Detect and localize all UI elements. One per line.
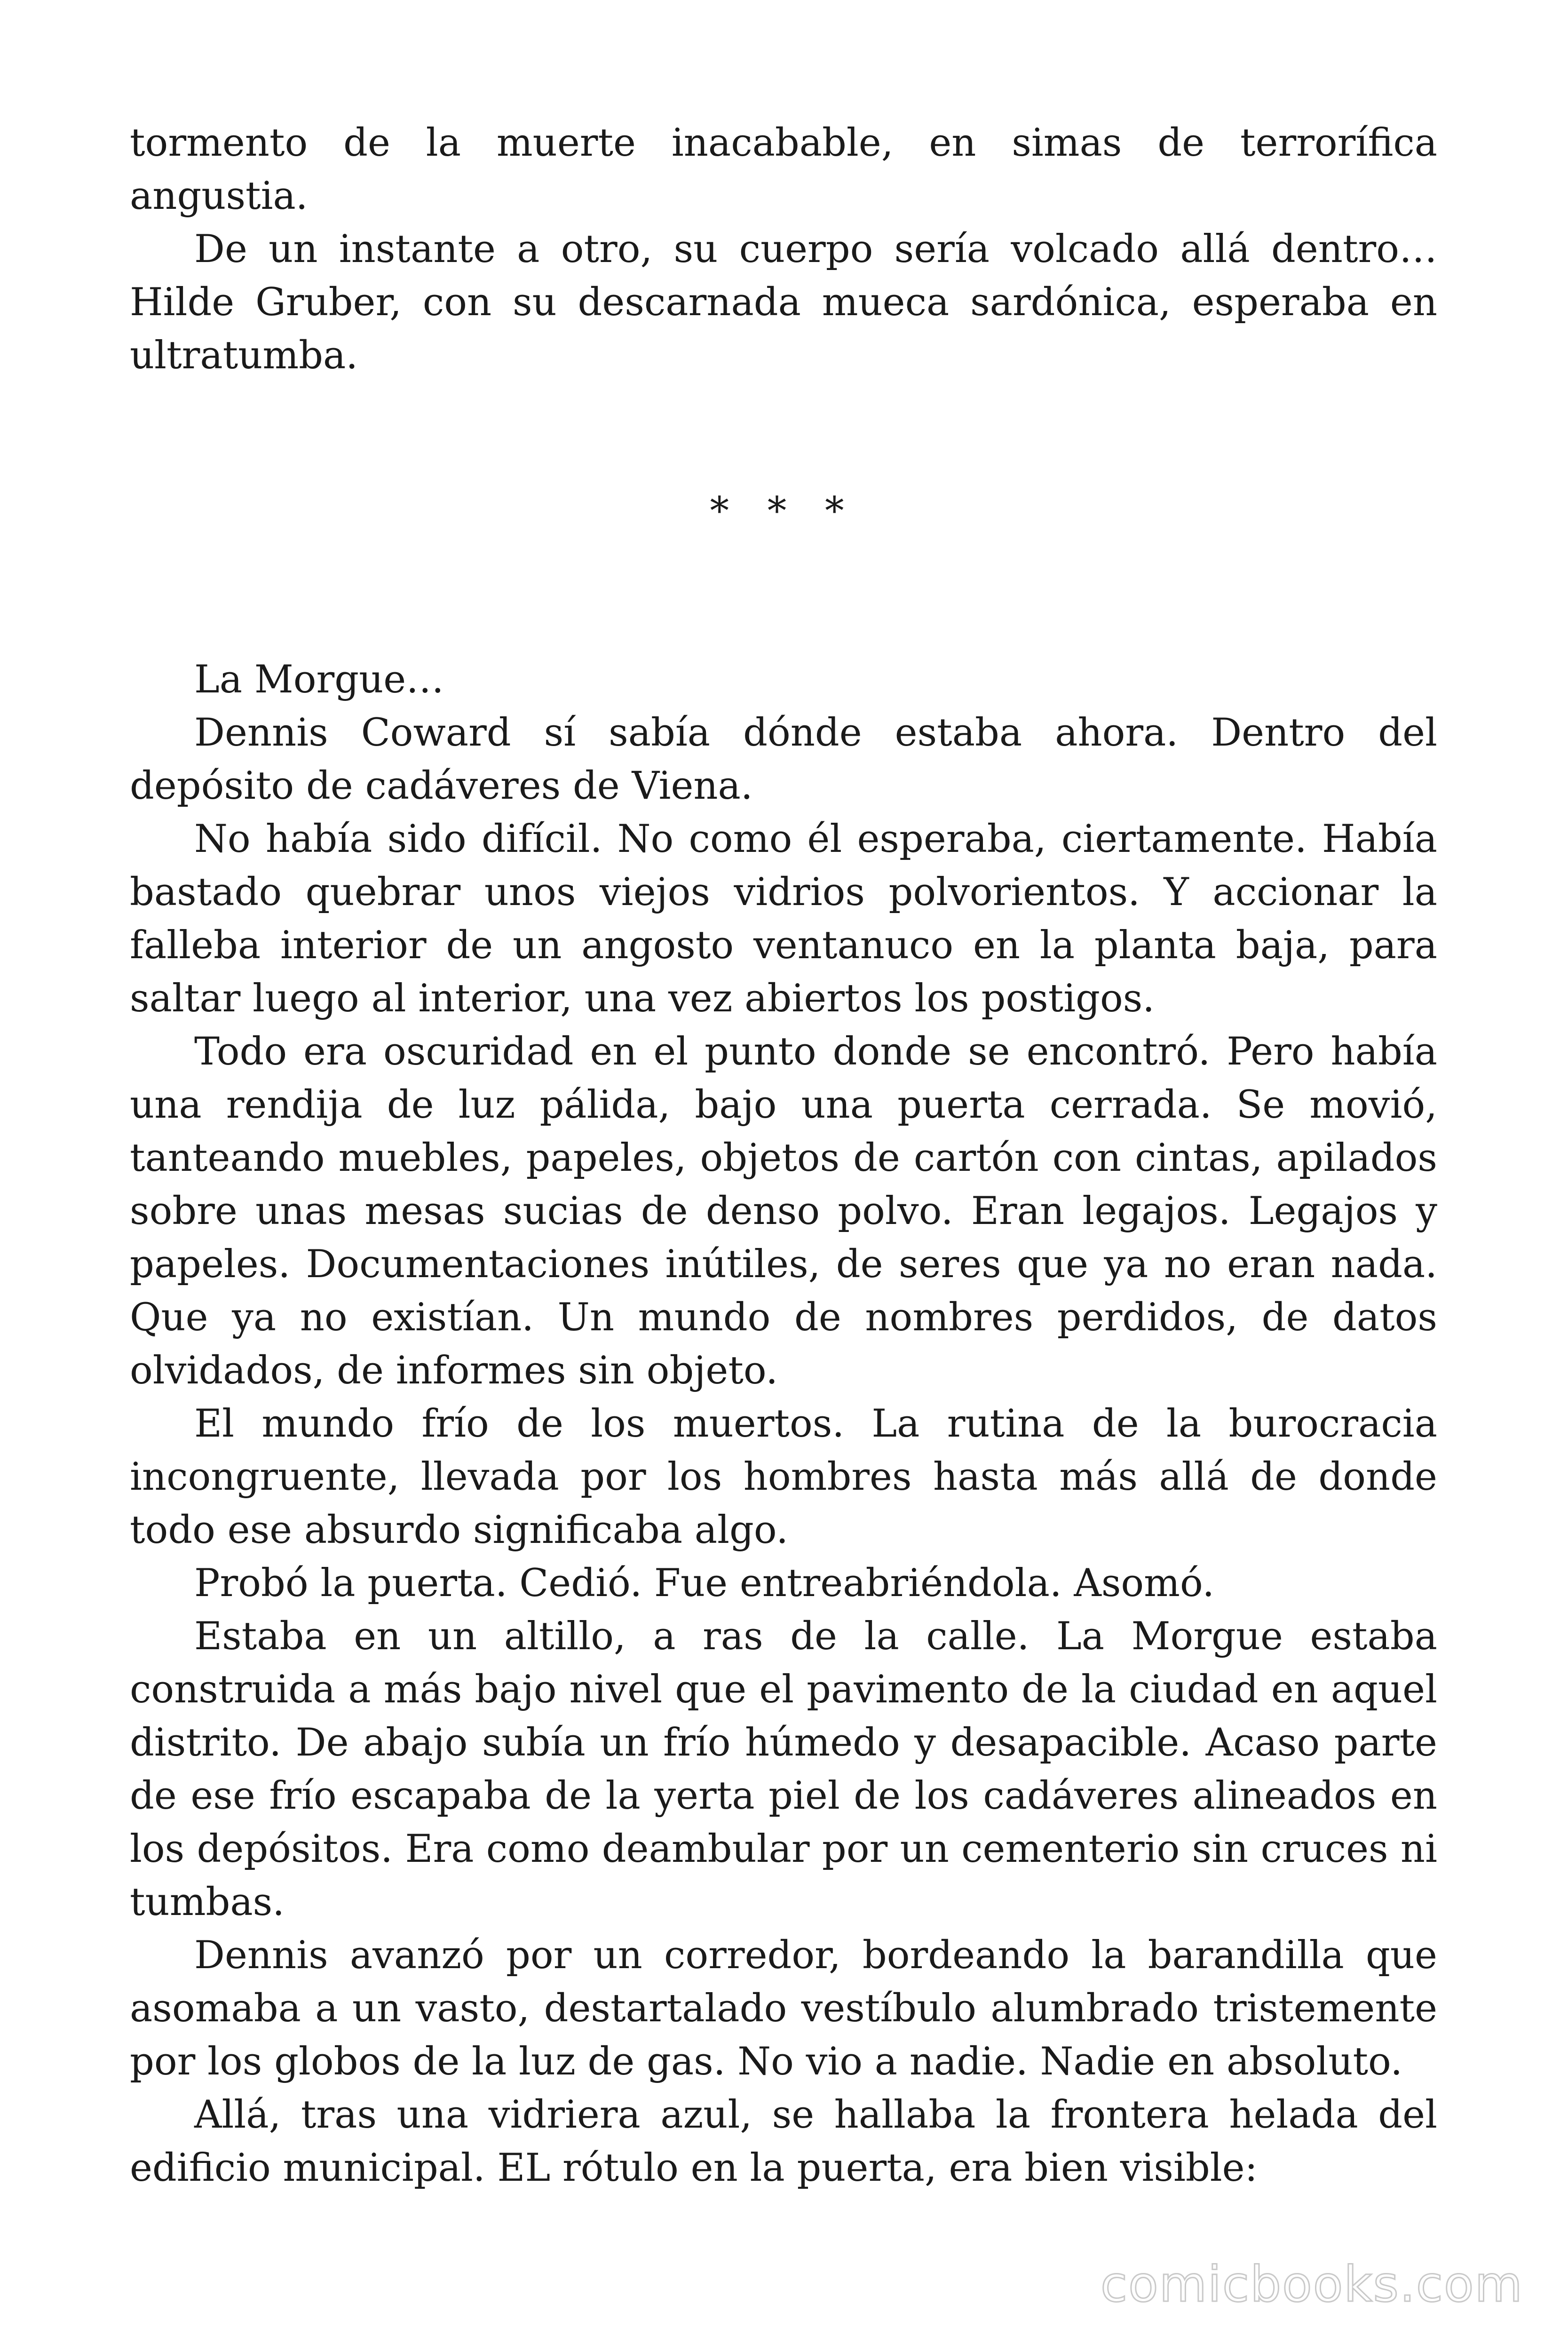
paragraph: Todo era oscuridad en el punto donde se encontró. Pero había una rendija de luz pálida, bajo una puerta cerrada. Se movió, tanteando muebles, papeles, objetos de cartón con cintas, apilados sobre unas mesas sucias de denso polvo. Eran legajos. Legajos y papeles. Documentaciones inútiles, de seres que ya no eran nada. Que ya no existían. Un mundo de nombres perdidos, de datos olvidados, de informes sin objeto.	[130, 1030, 1437, 1393]
paragraph: tormento de la muerte inacabable, en simas de terrorífica angustia.	[130, 121, 1437, 218]
paragraph: La Morgue…	[194, 658, 444, 702]
page-text	[130, 117, 1437, 2195]
paragraph: Dennis avanzó por un corredor, bordeando la barandilla que asomaba a un vasto, destartalado vestíbulo alumbrado tristemente por los globos de la luz de gas. No vio a nadie. Nadie en absoluto.	[130, 1933, 1437, 2084]
paragraph: Probó la puerta. Cedió. Fue entreabriéndola. Asomó.	[194, 1561, 1215, 1605]
paragraph: El mundo frío de los muertos. La rutina de la burocracia incongruente, llevada por los hombres hasta más allá de donde todo ese absurdo significaba algo.	[130, 1402, 1437, 1552]
scene-break: * * *	[710, 489, 857, 533]
paragraph: Allá, tras una vidriera azul, se hallaba la frontera helada del edificio municipal. EL rótulo en la puerta, era bien visible:	[130, 2093, 1437, 2190]
paragraph: Dennis Coward sí sabía dónde estaba ahora. Dentro del depósito de cadáveres de Viena.	[130, 711, 1437, 808]
watermark: comicbooks.com	[1100, 2256, 1523, 2313]
paragraph: No había sido difícil. No como él esperaba, ciertamente. Había bastado quebrar unos viejos vidrios polvorientos. Y accionar la falleba interior de un angosto ventanuco en la planta baja, para saltar luego al interior, una vez abiertos los postigos.	[130, 817, 1437, 1021]
paragraph: De un instante a otro, su cuerpo sería volcado allá dentro… Hilde Gruber, con su descarnada mueca sardónica, esperaba en ultratumba.	[130, 227, 1437, 378]
paragraph: Estaba en un altillo, a ras de la calle. La Morgue estaba construida a más bajo nivel que el pavimento de la ciudad en aquel distrito. De abajo subía un frío húmedo y desapacible. Acaso parte de ese frío escapaba de la yerta piel de los cadáveres alineados en los depósitos. Era como deambular por un cementerio sin cruces ni tumbas.	[130, 1614, 1437, 1924]
